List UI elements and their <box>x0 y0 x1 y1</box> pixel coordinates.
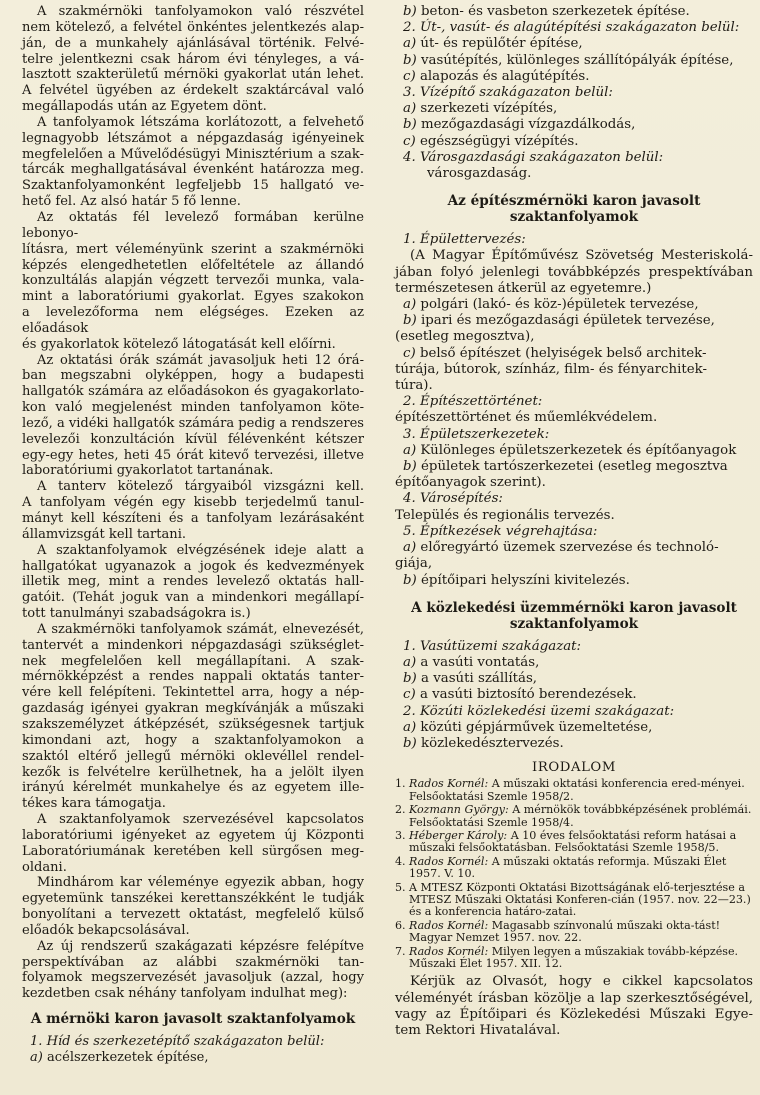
list-item <box>395 69 753 85</box>
text-line: Mindhárom kar véleménye egyezik abban, hogy <box>37 875 364 891</box>
text-line: vagy az Építőipari és Közlekedési Műszaki Egye- <box>395 1006 753 1022</box>
text-line: lező, a vidéki hallgatók számára pedig a rendszeres <box>22 415 364 431</box>
right-column <box>395 4 753 1039</box>
reference-text: A műszaki oktatási konferencia ered-ményei. Felsőoktatási Szemle 1958/2. <box>409 777 745 803</box>
text-line: mérnökképzést a rendes nappali oktatás tanter- <box>22 669 364 685</box>
text-line: Kérjük az Olvasót, hogy e cikkel kapcsolatos <box>410 974 753 990</box>
list-item <box>395 101 753 117</box>
list-item-label: 2. Út-, vasút- és alagútépítési szakágazaton belül: <box>403 20 740 36</box>
list-item-letter: b) <box>403 459 417 475</box>
heading-line: szaktanfolyamok <box>509 209 639 226</box>
bibliography-entry <box>395 778 753 803</box>
bibliography-entry <box>395 946 753 971</box>
text-line: előadók bekapcsolásával. <box>22 922 190 938</box>
closing-paragraph <box>395 974 753 1039</box>
list-item-letter: b) <box>403 735 417 751</box>
list-item-text: városgazdaság. <box>427 166 532 182</box>
reference-author: Rados Kornél: <box>409 918 489 932</box>
list-item <box>395 85 753 101</box>
list-item-letter: b) <box>403 671 417 687</box>
list-item <box>395 459 753 475</box>
list-item-text: épületek tartószerkezetei (esetleg megosztva <box>421 459 728 475</box>
list-item-letter: a) <box>403 540 417 556</box>
list-item-continuation: építőanyagok szerint). <box>395 475 546 491</box>
text-line: államvizsgát kell tartani. <box>22 526 187 542</box>
list-item-letter: a) <box>403 297 417 313</box>
bibliography-title: IRODALOM <box>532 760 616 776</box>
text-line: oldani. <box>22 859 67 875</box>
body-paragraph <box>22 939 364 1002</box>
text-line: kezők is felvételre kerülhetnek, ha a jelölt ilyen <box>22 764 364 780</box>
text-line: levelezői konzultáción kívül félévenként kétszer <box>22 431 364 447</box>
text-line: és gyakorlatok kötelező látogatását kell előírni. <box>22 336 336 352</box>
text-line: mint a laboratóriumi gyakorlat. Egyes szakokon <box>22 289 364 305</box>
list-item-letter: a) <box>403 101 417 117</box>
list-item <box>395 671 753 687</box>
text-line: legnagyobb létszámot a népgazdaság igényeinek <box>22 130 364 146</box>
text-line: konzultálás alapján végzett tervezői munka, vala- <box>22 273 364 289</box>
reference-number: 7. <box>395 944 406 958</box>
reference-text: A 10 éves felsőoktatási reform hatásai a műszaki felsőoktatásban. Felsőoktatási Szemle 1958/5. <box>409 828 737 855</box>
list-item <box>395 150 753 166</box>
list-item <box>395 394 753 410</box>
list-item <box>395 704 753 720</box>
text-line: egy-egy hetes, heti 45 órát kitevő tervezési, illetve <box>22 447 364 463</box>
bibliography-entry <box>395 830 753 855</box>
reference-author: Rados Kornél: <box>409 777 489 791</box>
text-line: laboratóriumi igényeket az egyetem új Központi <box>22 827 364 843</box>
text-line: A szakmérnöki tanfolyamokon való részvétel <box>37 4 364 19</box>
list-item <box>395 443 753 459</box>
list-item-text: Település és regionális tervezés. <box>395 507 615 523</box>
list-item <box>395 427 753 443</box>
text-line: hető fel. Az alsó határ 5 fő lenne. <box>22 194 241 210</box>
body-paragraph <box>22 4 364 115</box>
list-item-letter: a) <box>403 719 417 735</box>
list-item-letter: a) <box>403 36 417 52</box>
list-item <box>395 313 753 329</box>
text-line: szakszemélyzet átképzését, szükségesnek tartjuk <box>22 716 364 732</box>
list-item <box>395 524 753 540</box>
list-item-text: polgári (lakó- és köz-)épületek tervezése, <box>420 297 699 313</box>
list-item-letter: c) <box>403 687 416 703</box>
text-line: tékes kara támogatja. <box>22 796 166 812</box>
text-line: kezdetben csak néhány tanfolyam indulhat meg): <box>22 986 348 1002</box>
sublist-item-3 <box>395 101 753 150</box>
list-item-label: 4. Városépítés: <box>403 491 503 507</box>
text-line: jában folyó jelenlegi továbbképzés prespektívában <box>395 264 753 280</box>
body-paragraph <box>22 875 364 938</box>
list-item <box>395 720 753 736</box>
text-line: lításra, mert véleményünk szerint a szakmérnöki <box>22 241 364 257</box>
list-item-letter: b) <box>403 313 417 329</box>
left-paragraphs <box>22 4 364 1002</box>
list-item <box>395 36 753 52</box>
text-line: megfelelően a Művelődésügyi Minisztérium a szak- <box>22 146 364 162</box>
reference-number: 1. <box>395 777 406 791</box>
reference-author: Rados Kornél: <box>409 854 489 868</box>
list-item-text: a vasúti szállítás, <box>421 671 538 687</box>
list-item-letter: c) <box>403 345 416 361</box>
transport-faculty-heading <box>395 600 753 632</box>
list-item-continuation: túra). <box>395 378 433 394</box>
heading-line: szaktanfolyamok <box>509 615 639 632</box>
reference-author: Héberger Károly: <box>409 828 508 842</box>
list-item-text: a vasúti vontatás, <box>420 654 540 670</box>
sublist-tr-1 <box>395 655 753 704</box>
text-line: laboratóriumi gyakorlatot tartanának. <box>22 463 274 479</box>
reference-text: Magasabb színvonalú műszaki okta-tást! Magyar Nemzet 1957. nov. 22. <box>409 918 721 945</box>
list-item <box>395 491 753 507</box>
text-line: kimondani azt, hogy a szaktanfolyamokon a <box>22 732 364 748</box>
text-line: mányt kell készíteni és a tanfolyam lezárásaként <box>22 511 364 526</box>
list-item <box>395 573 753 589</box>
list-item-text: közlekedésztervezés. <box>421 735 564 751</box>
text-line: gazdaság igényei gyakran megkívánják a műszaki <box>22 701 364 717</box>
text-line: Az oktatási órák számát javasoljuk heti 12 órá- <box>37 352 364 368</box>
text-line: kon való megjelenést minden tanfolyamon köte- <box>22 400 364 416</box>
text-line: megállapodás után az Egyetem dönt. <box>22 99 267 115</box>
sublist-tr-2 <box>395 720 753 752</box>
list-item-letter: b) <box>403 52 417 68</box>
text-line: folyamok megszervezését javasoljuk (azzal, hogy <box>22 970 364 986</box>
reference-text: Milyen legyen a műszakiak tovább-képzése. Műszaki Élet 1957. XII. 12. <box>409 944 739 971</box>
list-item-label: 1. Vasútüzemi szakágazat: <box>403 638 582 654</box>
left-column <box>22 4 364 1066</box>
text-line: telre jelentkezni csak három évi tényleges, a vá- <box>22 51 364 67</box>
list-item-text: egészségügyi vízépítés. <box>419 133 579 149</box>
text-line: hallgatók számára az előadásokon és gyagakorlato- <box>22 384 364 400</box>
list-item-letter: a) <box>403 654 417 670</box>
list-item-text: a vasúti biztosító berendezések. <box>419 687 637 703</box>
list-item-label: 3. Épületszerkezetek: <box>403 426 550 442</box>
text-line: A tanterv kötelező tárgyaiból vizsgázni kell. <box>37 479 364 495</box>
text-line: A szakmérnöki tanfolyamok számát, elnevezését, <box>37 621 364 637</box>
list-item <box>22 1050 364 1066</box>
list-item-label: 1. Híd és szerkezetépítő szakágazaton belül: <box>30 1034 325 1050</box>
list-note <box>395 248 753 297</box>
text-line: Laboratóriumának keretében kell sürgősen meg- <box>22 843 364 859</box>
body-paragraph <box>22 210 364 353</box>
list-item-text: belső építészet (helyiségek belső architek- <box>419 345 707 361</box>
list-item <box>395 540 753 556</box>
text-line: irányú kérelmét munkahelye és az egyetem ille- <box>22 780 364 796</box>
list-item-letter: c) <box>403 68 416 84</box>
list-item-label: 2. Közúti közlekedési üzemi szakágazat: <box>403 703 675 719</box>
list-item-letter: b) <box>403 4 417 19</box>
list-item <box>395 736 753 752</box>
text-line: A tanfolyam végén egy kisebb terjedelmű tanul- <box>22 495 364 511</box>
text-line: egyetemünk tanszékei kerettanszékként le tudják <box>22 891 364 907</box>
list-item <box>395 639 753 655</box>
text-line: A felvétel ügyében az érdekelt szaktárcával való <box>22 83 364 99</box>
architecture-faculty-heading <box>395 193 753 225</box>
text-line: nek megfelelően kell megállapítani. A szak- <box>22 653 364 669</box>
text-line: tantervét a mindenkori népgazdasági szükséglet- <box>22 637 364 653</box>
text-line: ján, de a munkahely ajánlásával történik. Felvé- <box>22 35 364 51</box>
text-line: (A Magyar Építőművész Szövetség Mesteriskolá- <box>410 248 753 264</box>
list-item-text: acélszerkezetek építése, <box>47 1050 209 1065</box>
text-line: bonyolítani a tervezett oktatást, megfelelő külső <box>22 907 364 923</box>
reference-text: A mérnökök továbbképzésének problémái. Felsőoktatási Szemle 1958/4. <box>409 803 752 829</box>
reference-number: 6. <box>395 918 406 932</box>
list-item-continuation: túrája, bútorok, színház, film- és fényarchitek- <box>395 361 707 377</box>
list-item <box>395 20 753 36</box>
reference-author: Kozmann György: <box>409 803 509 817</box>
heading-line: A közlekedési üzemmérnöki karon javasolt <box>411 599 737 616</box>
list-item <box>395 655 753 671</box>
list-item-text: előregyártó üzemek szervezése és technoló- <box>420 540 719 556</box>
list-item <box>395 4 753 20</box>
reference-text: A MTESZ Központi Oktatási Bizottságának elő-terjesztése a MTESZ Műszaki Oktatási Konferen-cián (1957. nov. 22—23.) és a konferencia határo-zatai. <box>409 880 751 919</box>
list-item <box>395 134 753 150</box>
list-item-label: 1. Épülettervezés: <box>403 232 526 248</box>
list-item-letter: a) <box>403 442 417 458</box>
text-line: hallgatókat ugyanazok a jogok és kedvezmények <box>22 558 364 574</box>
body-paragraph <box>22 115 364 210</box>
list-item-text: út- és repülőtér építése, <box>420 36 583 52</box>
text-line: vére kell felépíteni. Tekintettel arra, hogy a nép- <box>22 685 364 701</box>
text-line: perspektívában az alábbi szakmérnöki tan- <box>22 954 364 970</box>
text-line: A tanfolyamok létszáma korlátozott, a felvehető <box>37 114 364 130</box>
list-item <box>395 117 753 133</box>
heading-line: Az építészmérnöki karon javasolt <box>447 193 701 210</box>
list-item-text: építőipari helyszíni kivitelezés. <box>421 572 630 588</box>
reference-number: 4. <box>395 854 406 868</box>
list-item-text: mezőgazdasági vízgazdálkodás, <box>421 117 636 133</box>
list-item <box>395 232 753 248</box>
list-item-text: közúti gépjárművek üzemeltetése, <box>420 719 653 735</box>
text-line: ban megszabni olyképpen, hogy a budapesti <box>22 368 364 384</box>
text-line: tem Rektori Hivatalával. <box>395 1023 561 1039</box>
text-line: Az új rendszerű szakágazati képzésre felépítve <box>37 938 364 954</box>
list-item-text: ipari és mezőgazdasági épületek tervezése, <box>421 313 715 329</box>
bibliography-entry <box>395 920 753 945</box>
list-item-text: szerkezeti vízépítés, <box>420 101 558 117</box>
list-item-text: építészettörténet és műemlékvédelem. <box>395 410 658 426</box>
body-paragraph <box>22 543 364 622</box>
body-paragraph <box>22 812 364 875</box>
body-paragraph <box>22 622 364 812</box>
list-item-text: alapozás és alagútépítés. <box>419 68 590 84</box>
list-item-text: Különleges épületszerkezetek és építőanyagok <box>420 442 737 458</box>
list-item-continuation: giája, <box>395 556 433 572</box>
list-item-label: 3. Vízépítő szakágazaton belül: <box>403 85 613 101</box>
text-line: szaktól eltérő jellegű mérnöki oklevéllel rendel- <box>22 748 364 764</box>
bibliography-entry <box>395 804 753 829</box>
bibliography-entry <box>395 856 753 881</box>
reference-author: Rados Kornél: <box>409 944 489 958</box>
list-item-continuation: (esetleg megosztva), <box>395 329 535 345</box>
list-item-letter: b) <box>403 572 417 588</box>
text-line: gatóit. (Tehát joguk van a mindenkori megállapí- <box>22 590 364 606</box>
bibliography-list <box>395 778 753 970</box>
text-line: A szaktanfolyamok szervezésével kapcsolatos <box>37 812 364 828</box>
list-item <box>395 297 753 313</box>
text-line: Szaktanfolyamonként legfeljebb 15 hallgató ve- <box>22 178 364 194</box>
text-line: illetik meg, mint a rendes levelező oktatás hall- <box>22 574 364 590</box>
text-line: képzés elengedhetetlen előfeltétele az állandó <box>22 257 364 273</box>
text-line: a levelezőforma nem elégséges. Ezeken az előadások <box>22 305 364 336</box>
text-line: A szaktanfolyamok elvégzésének ideje alatt a <box>37 542 364 558</box>
list-item <box>395 346 753 362</box>
text-line: Az oktatás fél levelező formában kerülne lebonyo- <box>22 209 364 241</box>
text-line: nem kötelező, a felvétel önkéntes jelentkezés alap- <box>22 19 364 35</box>
list-item <box>395 687 753 703</box>
list-item <box>395 53 753 69</box>
body-paragraph <box>22 479 364 542</box>
list-item-letter: a) <box>30 1050 43 1065</box>
text-line: lasztott szakterületű mérnöki gyakorlat után lehet. <box>22 67 364 83</box>
list-item-text: vasútépítés, különleges szállítópályák építése, <box>421 52 734 68</box>
list-item-label: 2. Építészettörténet: <box>403 394 543 410</box>
sublist-item-2 <box>395 36 753 85</box>
reference-number: 5. <box>395 880 406 894</box>
text-line: véleményét írásban közölje a lap szerkesztőségével, <box>395 990 753 1006</box>
text-line: természetesen átkerül az egyetemre.) <box>395 280 652 296</box>
text-line: tott tanulmányi szabadságokra is.) <box>22 606 251 622</box>
reference-number: 3. <box>395 828 406 842</box>
text-line: tárcák meghallgatásával évenként határozza meg. <box>22 162 364 178</box>
list-item-text: beton- és vasbeton szerkezetek építése. <box>421 4 690 19</box>
list-item-letter: c) <box>403 133 416 149</box>
list-item-label: 5. Építkezések végrehajtása: <box>403 523 598 539</box>
reference-number: 2. <box>395 803 406 817</box>
body-paragraph <box>22 353 364 480</box>
bibliography-entry <box>395 882 753 919</box>
engineering-faculty-heading: A mérnöki karon javasolt szaktanfolyamok <box>30 1011 356 1028</box>
reference-text: A műszaki oktatás reformja. Műszaki Élet 1957. V. 10. <box>409 854 727 881</box>
list-item <box>22 1034 364 1050</box>
list-item-letter: b) <box>403 117 417 133</box>
list-item-label: 4. Városgazdasági szakágazaton belül: <box>403 149 664 165</box>
